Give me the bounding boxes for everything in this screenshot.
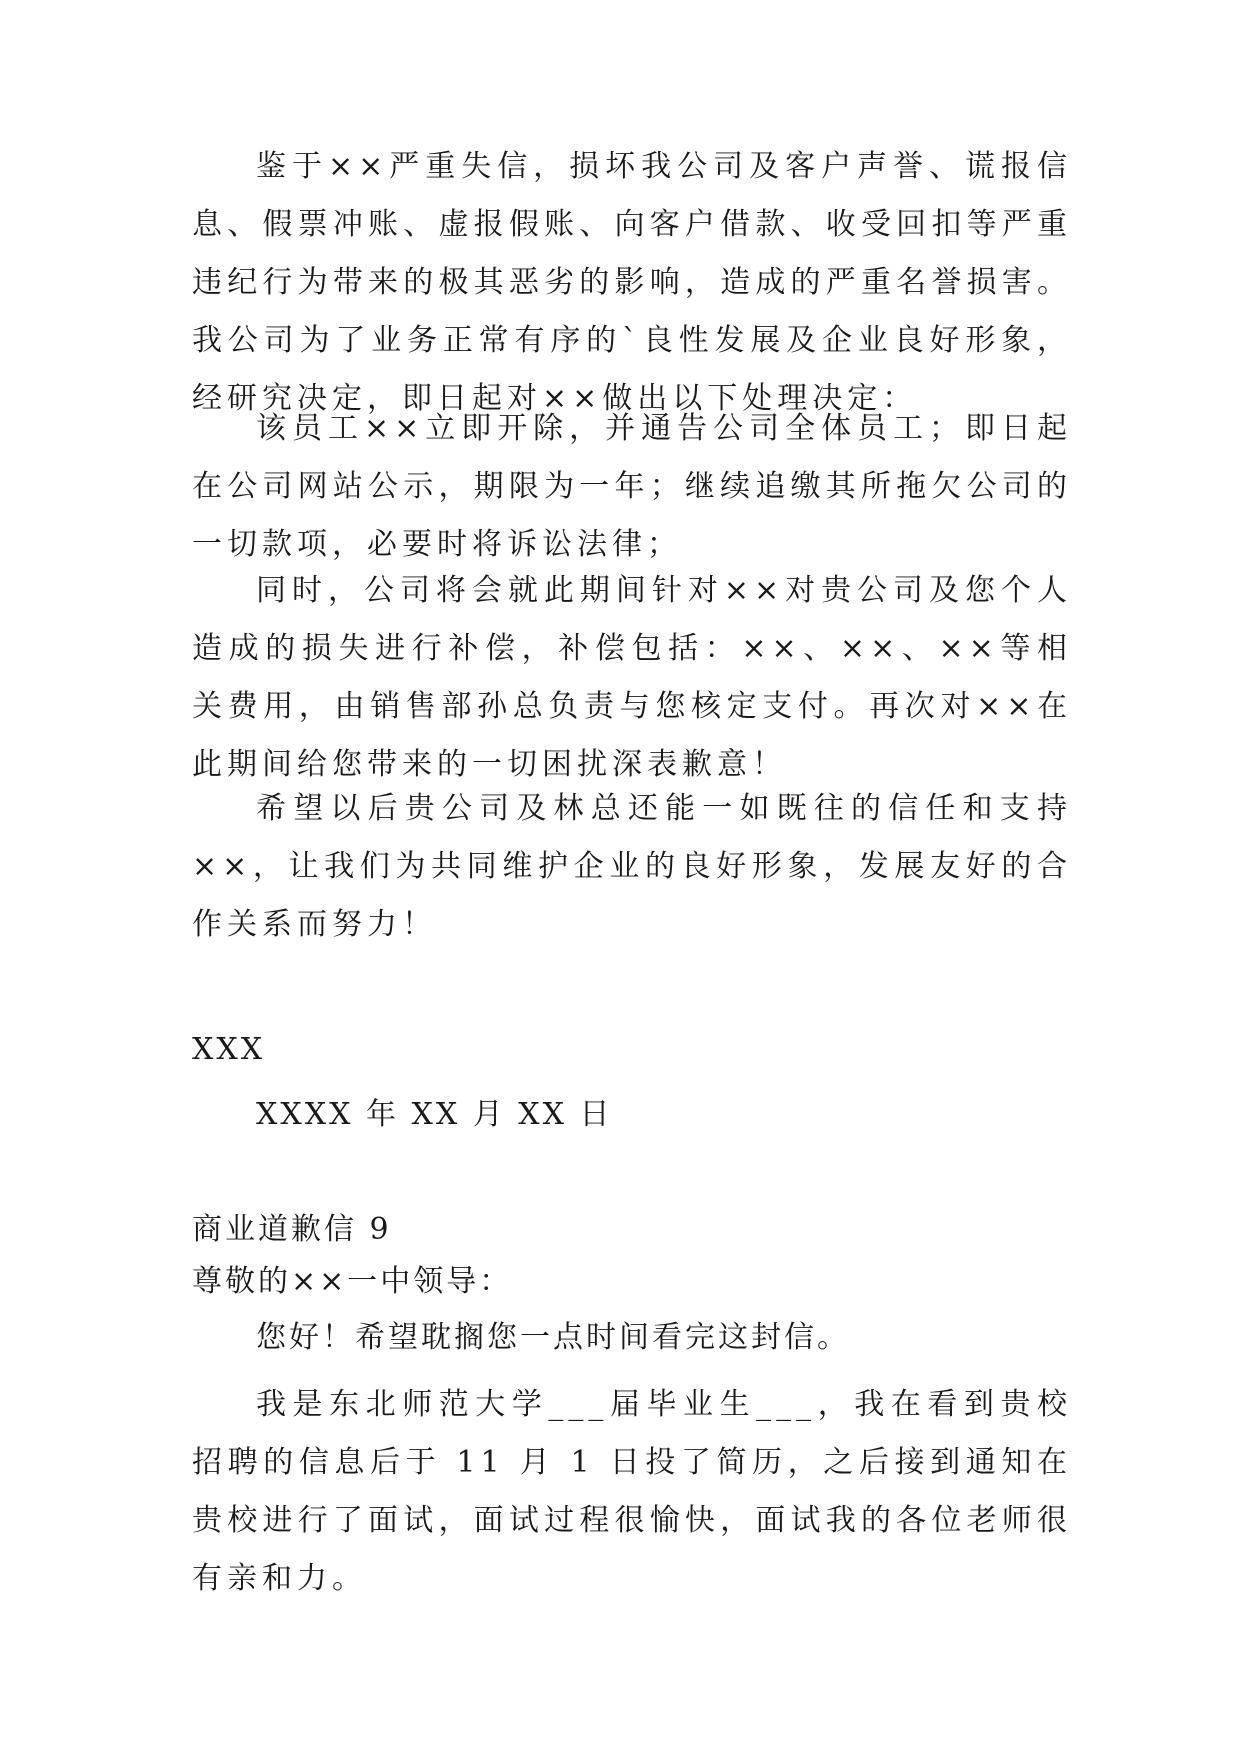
signature: XXX bbox=[192, 1032, 266, 1067]
body-paragraph: 鉴于××严重失信，损坏我公司及客户声誉、谎报信息、假票冲账、虚报假账、向客户借款、收受回扣等严重违纪行为带来的极其恶劣的影响，造成的严重名誉损害。我公司为了业务正常有序的`良性发展及企业良好形象，经研究决定，即日起对××做出以下处理决定： bbox=[192, 149, 1072, 416]
body-paragraph: 同时，公司将会就此期间针对××对贵公司及您个人造成的损失进行补偿，补偿包括：××、××、××等相关费用，由销售部孙总负责与您核定支付。再次对××在此期间给您带来的一切困扰深表歉意！ bbox=[192, 573, 1072, 782]
greeting: 您好！希望耽搁您一点时间看完这封信。 bbox=[256, 1320, 850, 1355]
body-paragraph: 我是东北师范大学___届毕业生___，我在看到贵校招聘的信息后于 11 月 1 日投了简历，之后接到通知在贵校进行了面试，面试过程很愉快，面试我的各位老师很有亲和力。 bbox=[192, 1387, 1072, 1596]
date-line: XXXX 年 XX 月 XX 日 bbox=[256, 1097, 613, 1132]
salutation: 尊敬的××一中领导： bbox=[192, 1264, 513, 1299]
body-paragraph: 该员工××立即开除，并通告公司全体员工；即日起在公司网站公示，期限为一年；继续追缴其所拖欠公司的一切款项，必要时将诉讼法律； bbox=[192, 411, 1072, 562]
section-title: 商业道歉信 9 bbox=[192, 1212, 392, 1247]
body-paragraph: 希望以后贵公司及林总还能一如既往的信任和支持××，让我们为共同维护企业的良好形象，发展友好的合作关系而努力！ bbox=[192, 791, 1072, 942]
